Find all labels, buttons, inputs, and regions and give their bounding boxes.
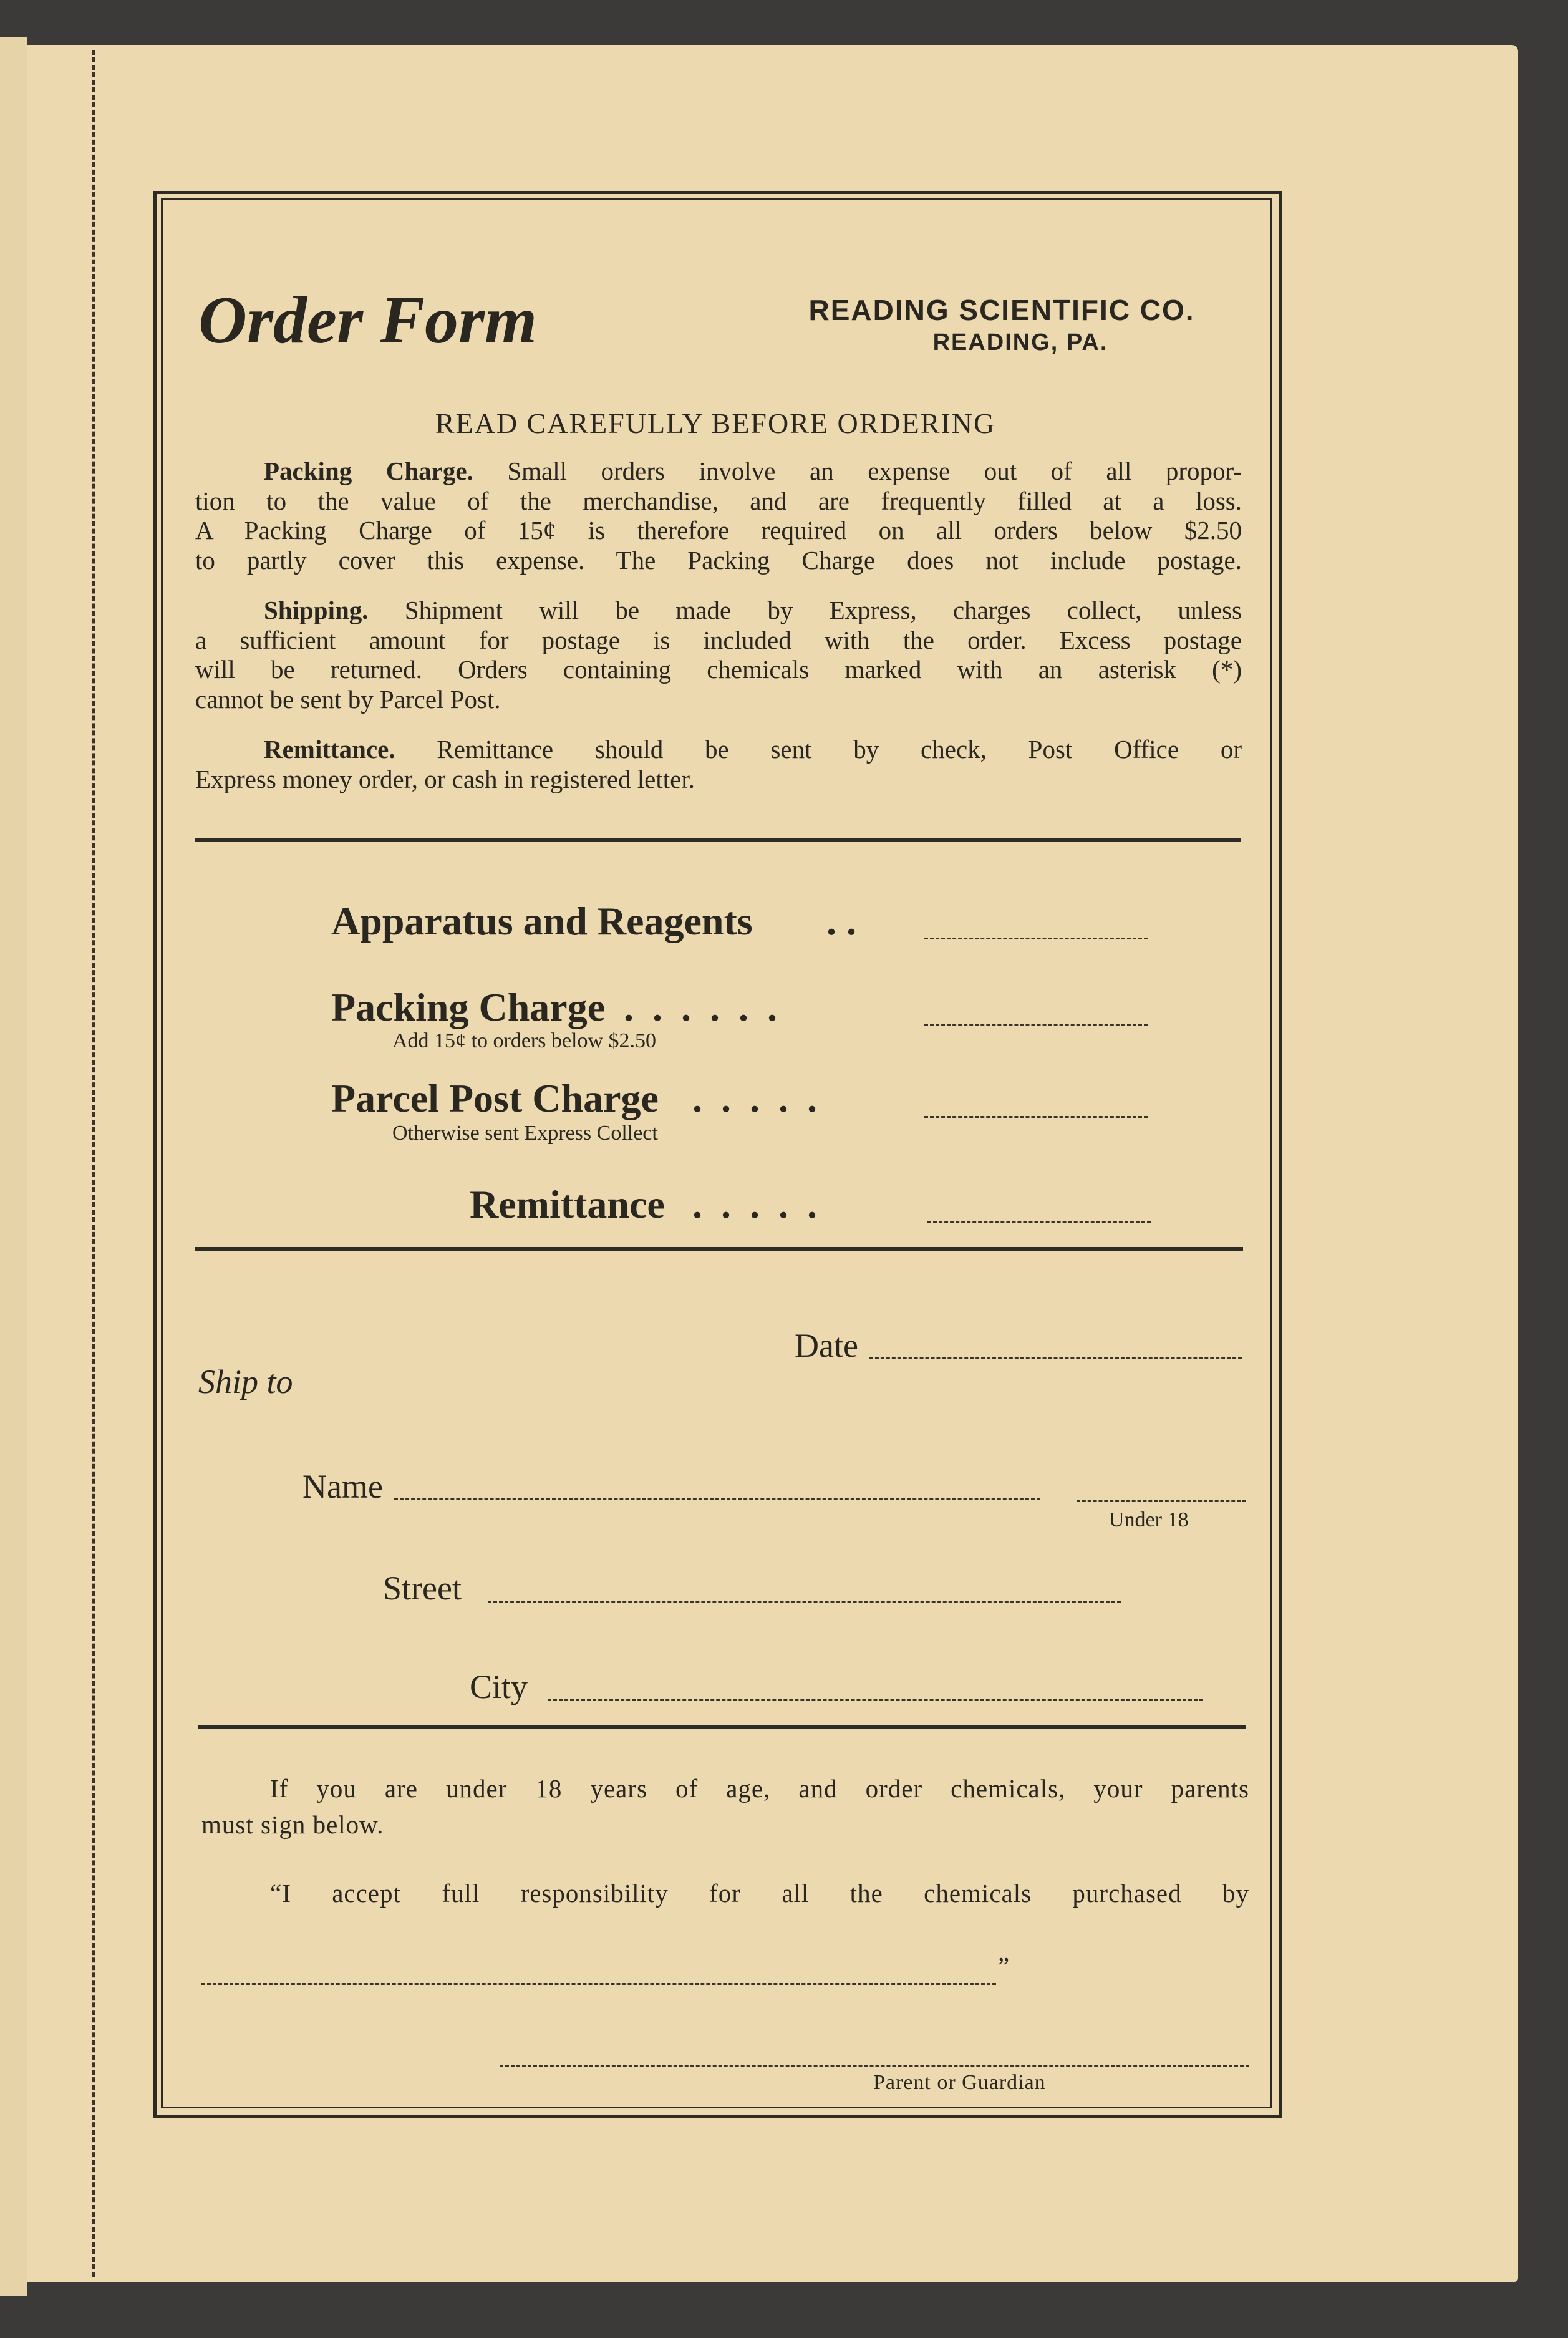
name-field[interactable] (394, 1498, 1040, 1500)
text-line: tion to the value of the merchandise, and are frequently filled at a loss. (195, 486, 1242, 515)
consent-quote: “I accept full responsibility for all the chemicals purchased by (270, 1879, 1249, 1908)
consent-line-2: must sign below. (201, 1810, 384, 1839)
apparatus-dots: . . (826, 899, 856, 943)
text-line: Express money order, or cash in registered letter. (195, 764, 695, 793)
company-location: READING, PA. (932, 329, 1108, 356)
consent-quote-paragraph (201, 1879, 1249, 1909)
remittance-amount-field[interactable] (927, 1221, 1151, 1223)
parcel-amount-field[interactable] (924, 1116, 1148, 1118)
text-line: to partly cover this expense. The Packing Charge does not include postage. (195, 545, 1242, 575)
packing-dots: . . . . . . (624, 985, 777, 1029)
divider (195, 1247, 1243, 1251)
ship-to-label: Ship to (198, 1363, 293, 1400)
apparatus-amount-field[interactable] (924, 938, 1148, 939)
parcel-note: Otherwise sent Express Collect (392, 1122, 658, 1145)
close-quote: ” (998, 1952, 1010, 1981)
notice-heading: READ CAREFULLY BEFORE ORDERING (435, 407, 996, 439)
remittance-total-label: Remittance (470, 1182, 665, 1226)
name-label: Name (302, 1468, 383, 1505)
remittance-dots: . . . . . (692, 1182, 817, 1226)
street-label: Street (383, 1569, 462, 1607)
under-18-label: Under 18 (1109, 1508, 1189, 1531)
divider (195, 838, 1241, 842)
text-line: Shipment will be made by Express, charges collect, unless (368, 596, 1242, 624)
packing-charge-label: Packing Charge (331, 985, 606, 1029)
street-field[interactable] (488, 1601, 1121, 1603)
shipping-label: Shipping. (264, 596, 369, 624)
parcel-dots: . . . . . (692, 1076, 817, 1120)
apparatus-label: Apparatus and Reagents (331, 899, 753, 943)
date-label: Date (795, 1327, 858, 1364)
packing-label: Packing Charge. (264, 457, 473, 485)
signature-label: Parent or Guardian (873, 2071, 1046, 2094)
packing-note: Add 15¢ to orders below $2.50 (392, 1029, 657, 1052)
city-label: City (470, 1668, 528, 1705)
parcel-post-label: Parcel Post Charge (331, 1076, 659, 1120)
text-line: will be returned. Orders containing chemicals marked with an asterisk (*) (195, 655, 1242, 684)
consent-line-1: If you are under 18 years of age, and order chemicals, your parents (270, 1774, 1249, 1803)
text-line: Remittance should be sent by check, Post Office or (395, 735, 1242, 764)
signature-field[interactable] (500, 2065, 1249, 2067)
text-line: A Packing Charge of 15¢ is therefore required on all orders below $2.50 (195, 516, 1242, 545)
text-line: a sufficient amount for postage is included with the order. Excess postage (195, 625, 1242, 654)
remittance-paragraph (195, 735, 1242, 794)
perforation-line (92, 50, 95, 2277)
city-field[interactable] (548, 1699, 1203, 1701)
shipping-paragraph (195, 596, 1242, 714)
age-field[interactable] (1077, 1500, 1246, 1502)
packing-amount-field[interactable] (924, 1024, 1148, 1026)
divider (198, 1725, 1246, 1729)
text-line: Small orders involve an expense out of all propor- (473, 457, 1242, 485)
child-name-field[interactable] (201, 1983, 996, 1985)
text-line: cannot be sent by Parcel Post. (195, 684, 501, 714)
consent-paragraph (201, 1770, 1249, 1843)
packing-paragraph (195, 457, 1242, 575)
date-field[interactable] (869, 1357, 1242, 1359)
left-page-edge (0, 37, 27, 2296)
page-title: Order Form (198, 283, 538, 357)
company-name: READING SCIENTIFIC CO. (808, 294, 1195, 326)
remittance-label: Remittance. (264, 735, 395, 764)
